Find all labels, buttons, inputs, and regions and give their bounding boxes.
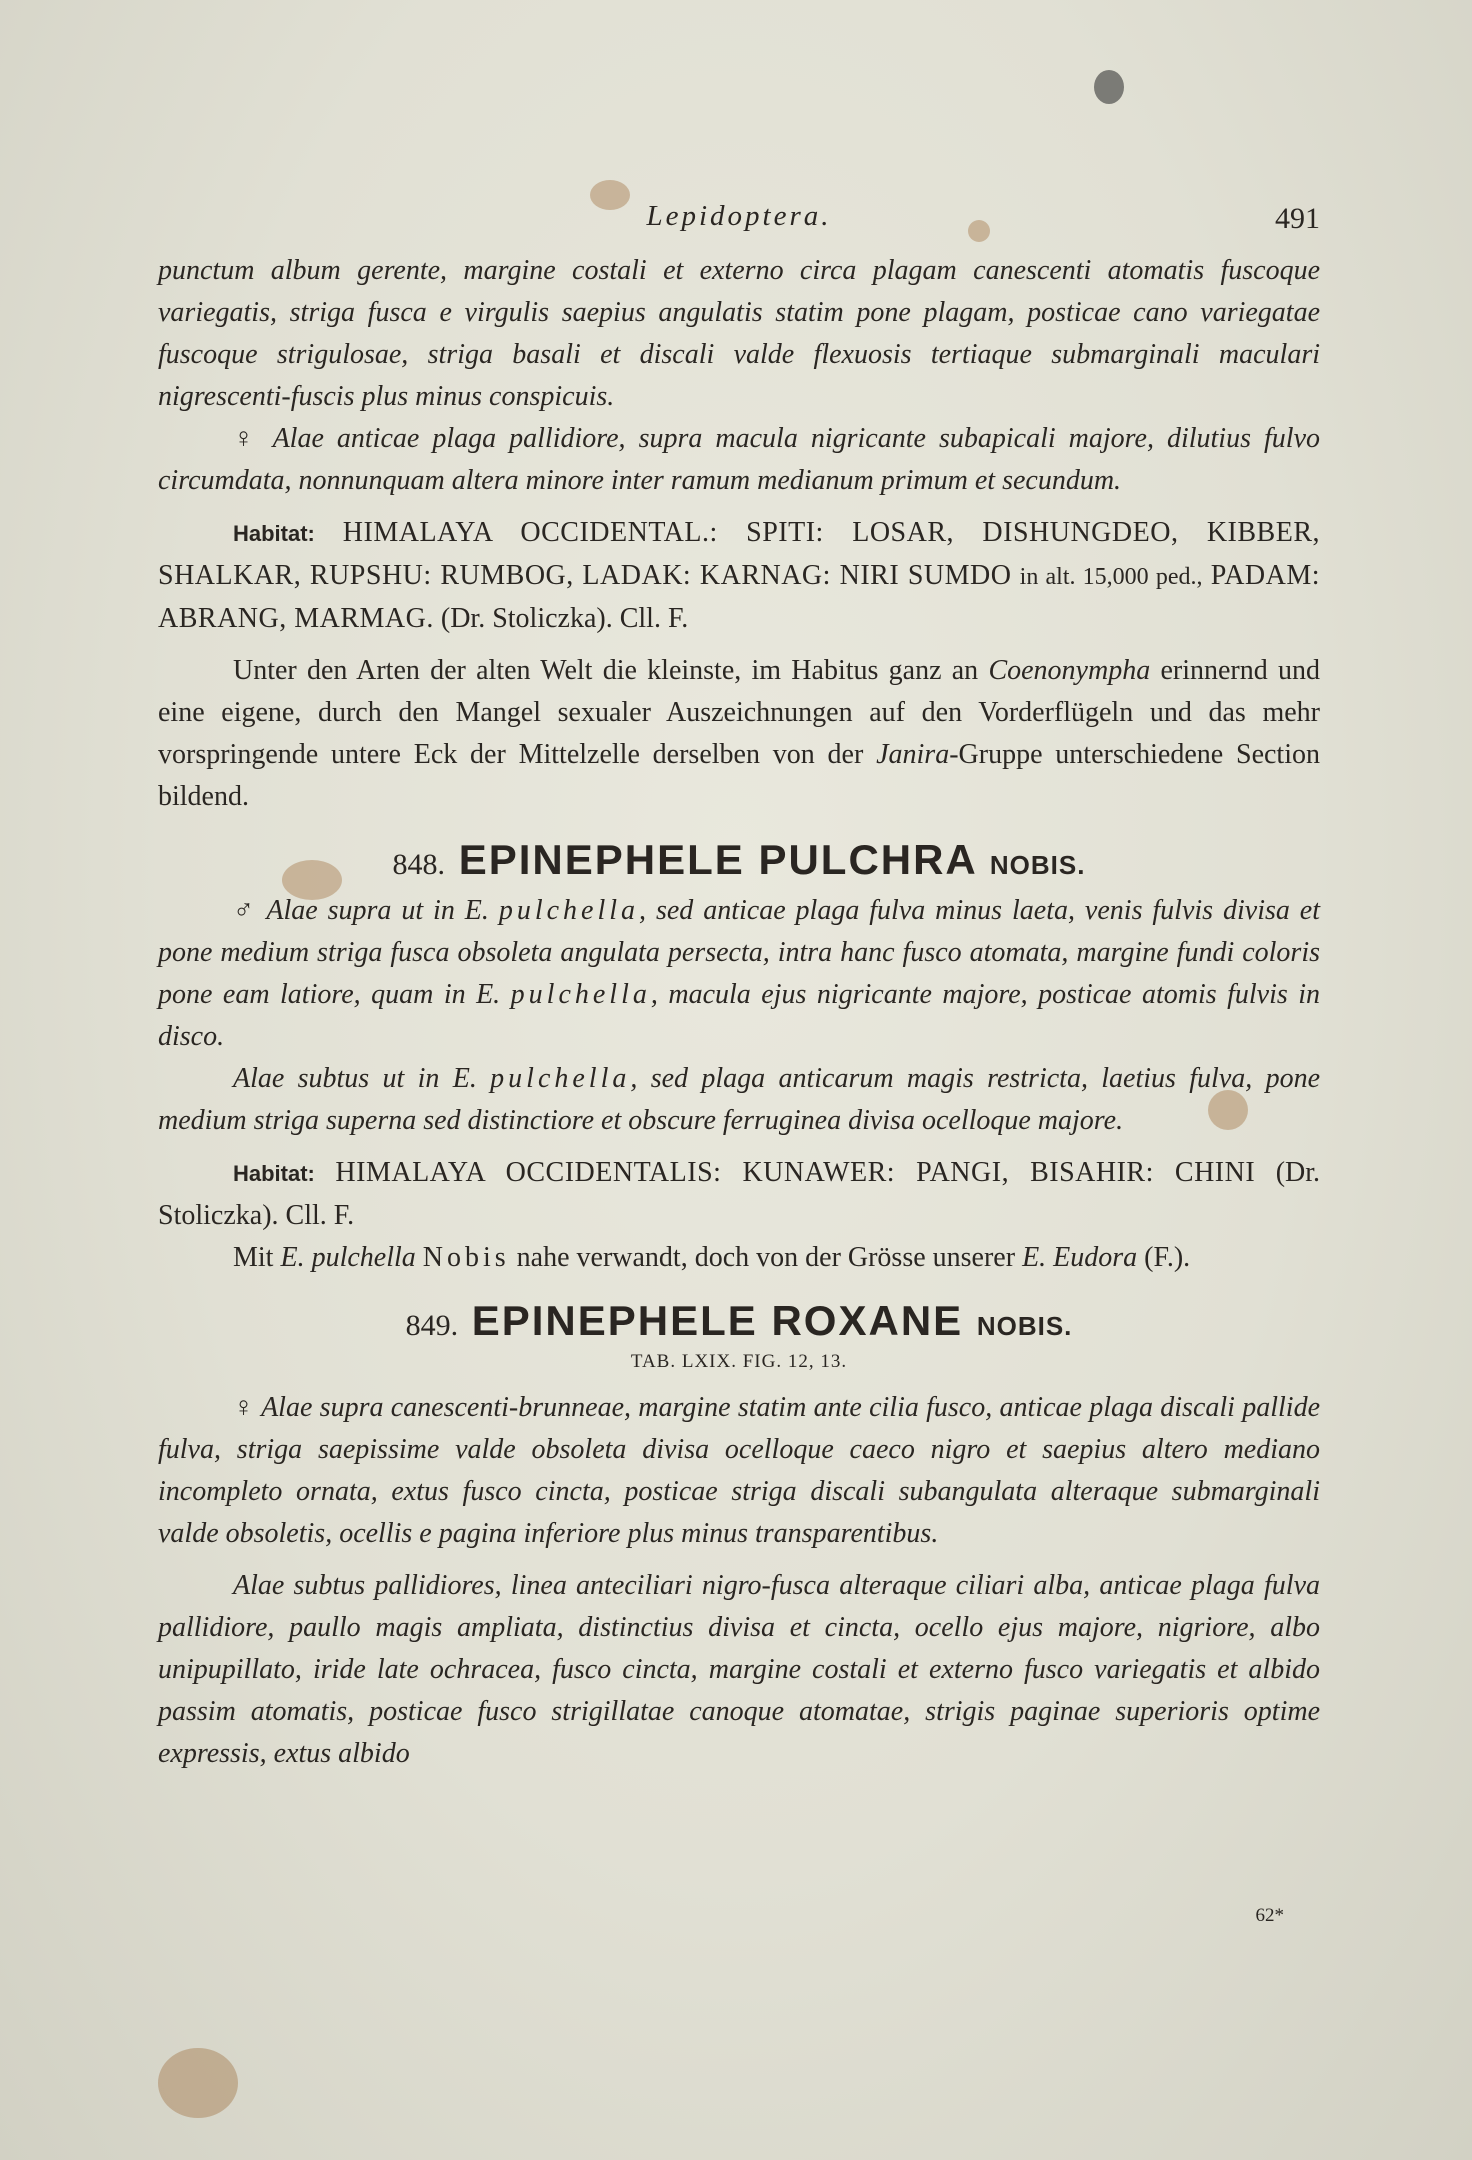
species-name: EPINEPHELE ROXANE: [471, 1297, 964, 1344]
collection: Cll. F.: [619, 603, 689, 634]
species-name-ref: E. pulchella: [280, 1242, 416, 1273]
remarks-paragraph: [158, 650, 1320, 818]
remarks-text: (F.).: [1144, 1242, 1191, 1273]
remarks-text: -Gruppe unterschiedene Section bildend.: [158, 739, 1320, 812]
underside-description: [158, 1058, 1320, 1142]
female-symbol: ♀: [233, 423, 261, 454]
collector: (Dr. Stoliczka).: [158, 1157, 1321, 1231]
species-name-ref: E. Eudora: [1022, 1242, 1138, 1273]
remarks-paragraph: [158, 1237, 1320, 1279]
male-description: [158, 890, 1320, 1058]
species-authority: NOBIS.: [989, 850, 1086, 880]
species-heading-848: [158, 836, 1320, 884]
description-continued: punctum album gerente, margine costali et externo circa plagam canescenti atomatis fuscoque variegatis, striga fusca e virgulis saepius angulatis statim pone plagam, posticae cano variegatae fuscoque strigulosae, striga basali et discali valde flexuosis tertiaque submarginali maculari nigrescenti-fuscis plus minus conspicuis.: [158, 255, 1320, 412]
description-text: Alae subtus ut in E.: [233, 1063, 477, 1094]
description-text: Alae supra canescenti-brunneae, margine statim ante cilia fusco, anticae plaga discali pallide fulva, striga saepissime valde obsoleta divisa ocelloque caeco nigro et saepius altero mediano incompleto ornata, extus fusco cincta, posticae striga discali subangulata alteraque submarginali valde obsoletis, ocellis e pagina inferiore plus minus transparentibus.: [158, 1392, 1320, 1549]
plate-reference: TAB. LXIX. FIG. 12, 13.: [630, 1351, 848, 1372]
habitat-paragraph: [158, 512, 1320, 640]
collection: Cll. F.: [285, 1200, 355, 1231]
remarks-text: erinnernd und eine eigene, durch den Mangel sexualer Auszeichnungen auf den Vorderflügeln und das mehr vorspringende untere Eck der Mittelzelle derselben von der: [158, 655, 1320, 770]
collector: (Dr. Stoliczka).: [440, 603, 613, 634]
species-name: EPINEPHELE PULCHRA: [458, 836, 977, 883]
habitat-paragraph: [158, 1152, 1320, 1237]
description-text: Alae supra ut in E.: [266, 895, 489, 926]
species-number: 848.: [392, 848, 446, 881]
genus-name: Coenonympha: [988, 655, 1151, 686]
description-text: , sed plaga anticarum magis restricta, laetius fulva, pone medium striga superna sed distinctiore et obscure ferruginea divisa ocelloque majore.: [158, 1063, 1320, 1136]
habitat-label: Habitat:: [233, 1161, 315, 1186]
species-number: 849.: [405, 1309, 459, 1342]
description-text: , macula ejus nigricante majore, posticae atomis fulvis in disco.: [158, 979, 1321, 1052]
remarks-text: Mit: [233, 1242, 274, 1273]
page-number: 491: [1275, 202, 1320, 235]
female-description-text: Alae anticae plaga pallidiore, supra macula nigricante subapicali majore, dilutius fulvo circumdata, nonnunquam altera minore inter ramum medianum primum et secundum.: [158, 423, 1320, 496]
female-symbol: ♀: [233, 1392, 255, 1423]
author-name: Nobis: [422, 1242, 510, 1273]
genus-name: Janira: [876, 739, 950, 770]
female-description: [158, 1387, 1320, 1555]
running-head: [158, 200, 1320, 250]
remarks-text: nahe verwandt, doch von der Grösse unserer: [516, 1242, 1016, 1273]
species-epithet: pulchella: [510, 979, 651, 1010]
habitat-label: Habitat:: [233, 521, 315, 546]
running-title: Lepidoptera.: [646, 200, 832, 232]
page-content: [158, 200, 1320, 1775]
species-heading-849: [158, 1297, 1320, 1345]
female-description: [158, 418, 1320, 502]
description-text: , sed anticae plaga fulva minus laeta, venis fulvis divisa et pone medium striga fusca obsoleta angulata persecta, intra hanc fusco atomata, margine fundi coloris pone eam latiore, quam in E.: [158, 895, 1321, 1010]
habitat-localities: HIMALAYA OCCIDENTAL.: SPITI: LOSAR, DISHUNGDEO, KIBBER, SHALKAR, RUPSHU: RUMBOG, LADAK: KARNAG: NIRI SUMDO: [158, 517, 1320, 591]
species-authority: NOBIS.: [976, 1311, 1073, 1341]
ink-blot: [1094, 70, 1124, 104]
foxing-spot: [158, 2048, 238, 2118]
remarks-text: Unter den Arten der alten Welt die kleinste, im Habitus ganz an: [233, 655, 979, 686]
underside-description: Alae subtus pallidiores, linea anteciliari nigro-fusca alteraque ciliari alba, anticae plaga fulva pallidiore, paullo magis ampliata, distinctius divisa et cincta, ocello ejus majore, nigriore, albo unipupillato, iride late ochracea, fusco cincta, margine costali et externo fusco variegatis et albido passim atomatis, posticae fusco strigillatae canoque atomatae, strigis paginae superioris optime expressis, extus albido: [158, 1570, 1320, 1769]
species-epithet: pulchella: [498, 895, 640, 926]
altitude: in alt. 15,000 ped.,: [1019, 564, 1203, 590]
species-epithet: pulchella: [490, 1063, 631, 1094]
habitat-localities-2: PADAM: ABRANG, MARMAG.: [158, 560, 1321, 634]
signature-mark: 62*: [1255, 1905, 1284, 1926]
habitat-localities: HIMALAYA OCCIDENTALIS: KUNAWER: PANGI, BISAHIR: CHINI: [335, 1157, 1256, 1188]
male-symbol: ♂: [233, 895, 257, 926]
